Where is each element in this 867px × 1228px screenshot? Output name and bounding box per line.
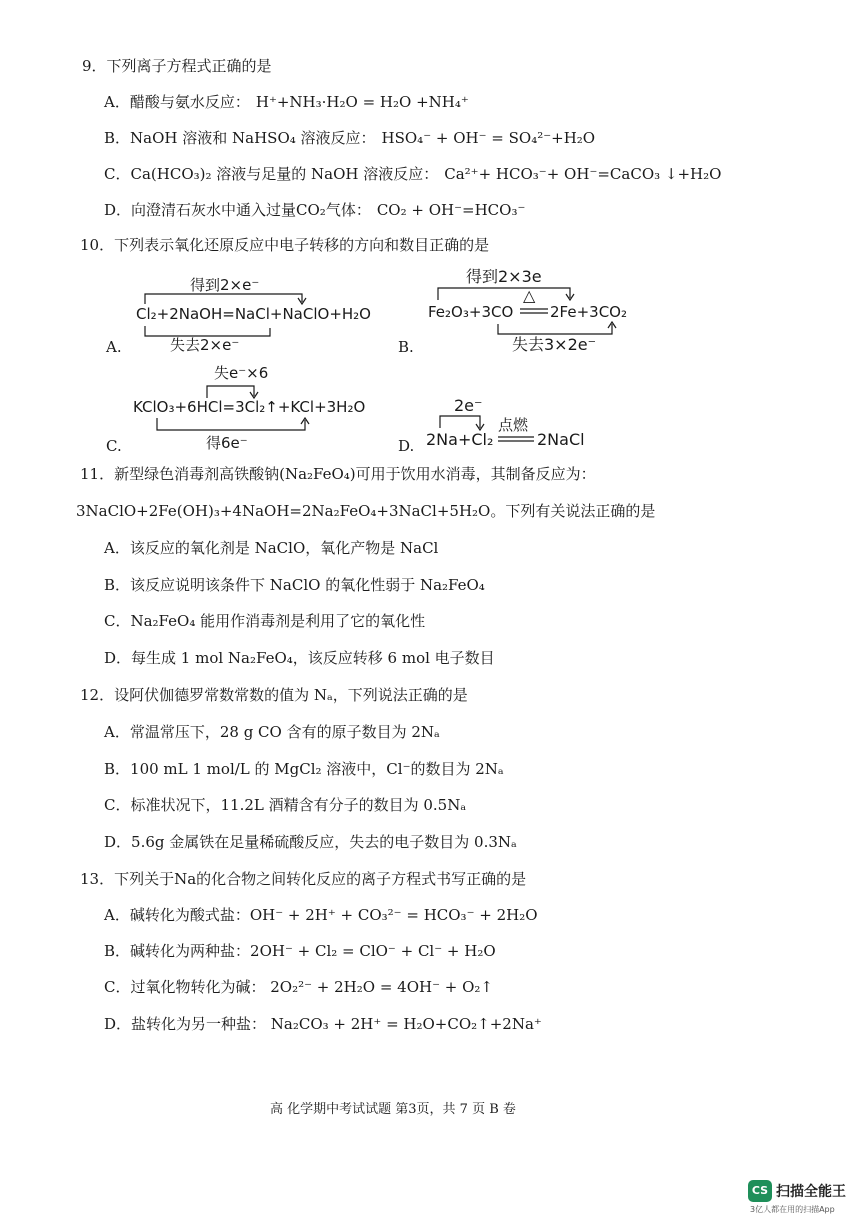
q10a-loss-label: 失去2×e⁻ [170, 336, 240, 354]
q10b-label: B. [398, 338, 414, 356]
q9-option-d-equation: CO₂ + OH⁻=HCO₃⁻ [376, 201, 526, 219]
q9-option-b-equation: HSO₄⁻ + OH⁻ = SO₄²⁻+H₂O [381, 129, 596, 147]
q10c-gain-label: 得6e⁻ [206, 434, 248, 452]
q10a-equation: Cl₂+2NaOH=NaCl+NaClO+H₂O [136, 305, 371, 323]
q10c-loss-bracket [207, 386, 254, 398]
q9-option-a-label: A． [104, 93, 130, 111]
camscanner-logo-icon: CS [748, 1180, 772, 1202]
q13-option-c: C．过氧化物转化为碱： 2O₂²⁻ + 2H₂O = 4OH⁻ + O₂↑ [104, 978, 493, 996]
q10c-equation: KClO₃+6HCl=3Cl₂↑+KCl+3H₂O [133, 398, 366, 416]
q9-option-d-text: 向澄清石灰水中通入过量CO₂气体： [131, 201, 371, 219]
q9-option-a-equation: H⁺+NH₃·H₂O = H₂O +NH₄⁺ [255, 93, 469, 111]
question-11-stem-equation: 3NaClO+2Fe(OH)₃+4NaOH=2Na₂FeO₄+3NaCl+5H₂O。下列有关说法正确的是 [76, 502, 656, 520]
q9-option-b-label: B． [104, 129, 131, 147]
q13-option-b: B．碱转化为两种盐：2OH⁻ + Cl₂ = ClO⁻ + Cl⁻ + H₂O [104, 942, 496, 960]
q10a-label: A. [106, 338, 122, 356]
q11-option-a: A．该反应的氧化剂是 NaClO，氧化产物是 NaCl [104, 539, 439, 557]
q9-option-c-label: C． [104, 165, 131, 183]
q10a-gain-bracket [145, 294, 302, 304]
q10b-loss-label: 失去3×2e⁻ [512, 335, 597, 354]
q10d-ignition-condition: 点燃 [498, 416, 529, 434]
q10b-heat-condition: △ [523, 286, 536, 305]
question-13-stem: 13．下列关于Na的化合物之间转化反应的离子方程式书写正确的是 [80, 870, 527, 888]
q10b-equation-right: 2Fe+3CO₂ [550, 303, 627, 321]
camscanner-watermark [748, 1178, 848, 1218]
q11-option-d: D．每生成 1 mol Na₂FeO₄，该反应转移 6 mol 电子数目 [104, 649, 495, 667]
camscanner-name: 扫描全能王 [776, 1184, 846, 1200]
page-footer: 高 化学期中考试试题 第3页，共 7 页 B 卷 [270, 1102, 516, 1117]
q13-option-a: A．碱转化为酸式盐：OH⁻ + 2H⁺ + CO₃²⁻ = HCO₃⁻ + 2H₂O [104, 906, 538, 924]
q10b-gain-bracket [438, 288, 570, 300]
q10b-equation-left: Fe₂O₃+3CO [428, 303, 514, 321]
q9-option-b-text: NaOH 溶液和 NaHSO₄ 溶液反应： [130, 129, 376, 147]
q10d-transfer-label: 2e⁻ [454, 396, 483, 415]
q10d-equation-right: 2NaCl [537, 430, 585, 449]
q10d-label: D. [398, 437, 415, 455]
q9-option-c-text: Ca(HCO₃)₂ 溶液与足量的 NaOH 溶液反应： [130, 165, 439, 183]
question-9-stem: 9．下列离子方程式正确的是 [82, 57, 272, 75]
question-11-stem: 11．新型绿色消毒剂高铁酸钠(Na₂FeO₄)可用于饮用水消毒，其制备反应为： [80, 465, 596, 483]
q10c-label: C. [106, 437, 122, 455]
q12-option-d: D．5.6g 金属铁在足量稀硫酸反应，失去的电子数目为 0.3Nₐ [104, 833, 517, 851]
q12-option-a: A．常温常压下，28 g CO 含有的原子数目为 2Nₐ [104, 723, 440, 741]
question-10-stem: 10．下列表示氧化还原反应中电子转移的方向和数目正确的是 [80, 236, 490, 254]
q9-option-c-equation: Ca²⁺+ HCO₃⁻+ OH⁻=CaCO₃ ↓+H₂O [444, 165, 722, 183]
q10c-gain-bracket [157, 418, 305, 430]
q13-option-d: D．盐转化为另一种盐： Na₂CO₃ + 2H⁺ = H₂O+CO₂↑+2Na⁺ [104, 1015, 542, 1033]
q9-option-a-text: 醋酸与氨水反应： [129, 93, 250, 111]
q10c-loss-label: 失e⁻×6 [214, 364, 269, 382]
question-12-stem: 12．设阿伏伽德罗常数常数的值为 Nₐ，下列说法正确的是 [80, 686, 468, 704]
q12-option-c: C．标准状况下，11.2L 酒精含有分子的数目为 0.5Nₐ [104, 796, 467, 814]
q12-option-b: B．100 mL 1 mol/L 的 MgCl₂ 溶液中，Cl⁻的数目为 2Nₐ [104, 760, 504, 778]
q10a-gain-label: 得到2×e⁻ [190, 276, 260, 294]
q11-option-c: C．Na₂FeO₄ 能用作消毒剂是利用了它的氧化性 [104, 612, 426, 630]
q10b-gain-label: 得到2×3e [466, 267, 542, 286]
q10d-equation-left: 2Na+Cl₂ [426, 430, 494, 449]
camscanner-tagline: 3亿人都在用的扫描App [750, 1205, 835, 1214]
q10d-transfer-bracket [440, 416, 480, 428]
q9-option-d-label: D． [104, 201, 132, 219]
q11-option-b: B．该反应说明该条件下 NaClO 的氧化性弱于 Na₂FeO₄ [104, 576, 485, 594]
